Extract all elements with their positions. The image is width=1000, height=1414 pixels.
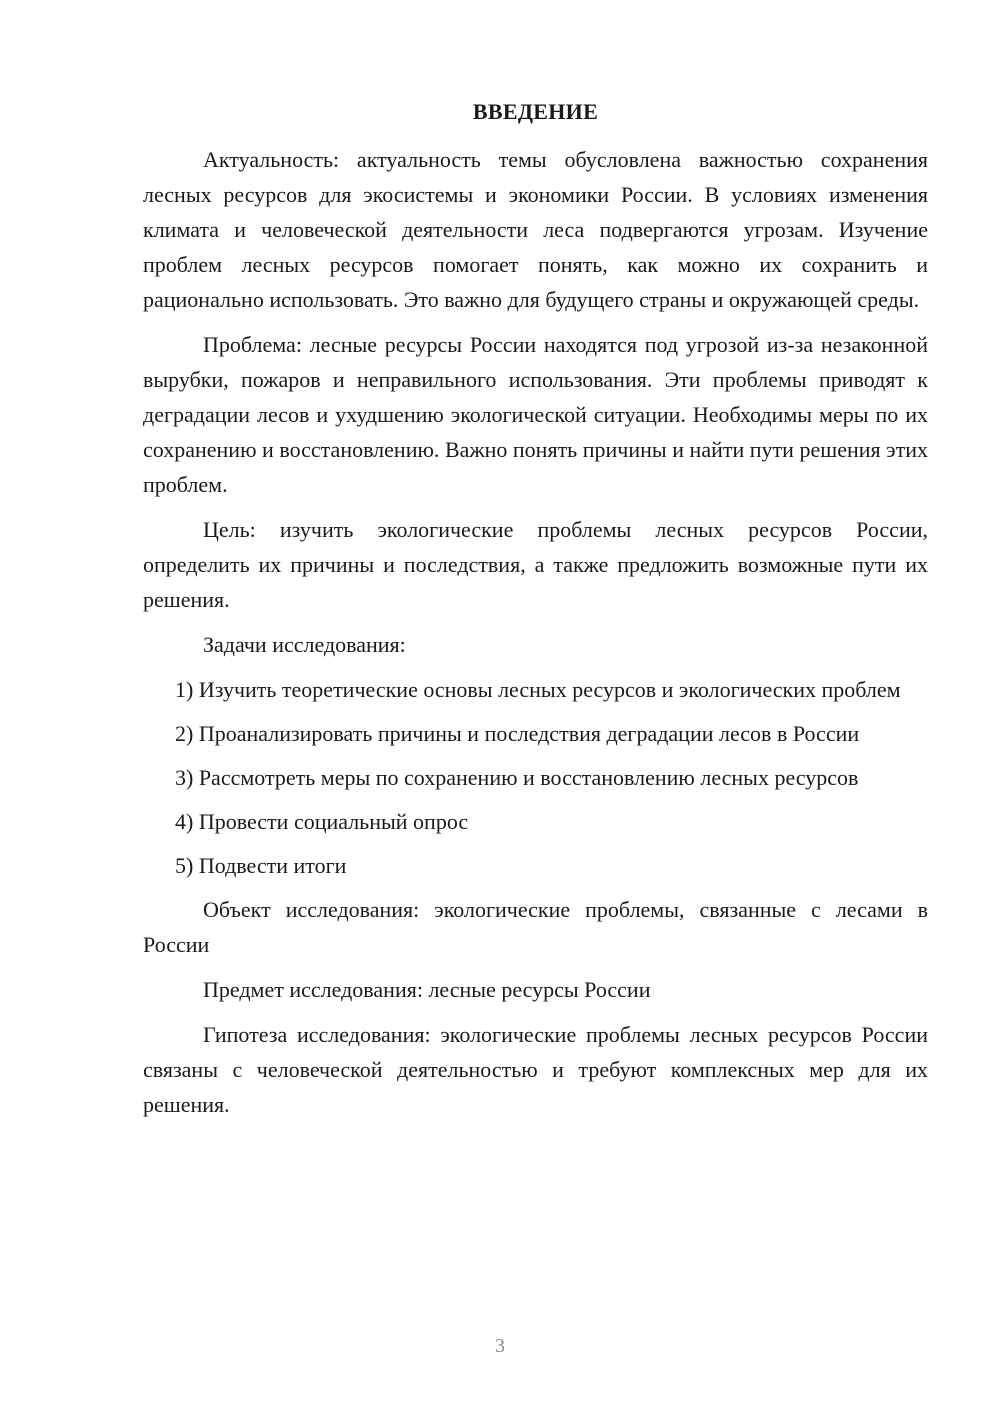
task-item-4: 4) Провести социальный опрос	[175, 809, 469, 834]
paragraph-subject: Предмет исследования: лесные ресурсы России	[203, 977, 651, 1002]
paragraph-tasks-heading: Задачи исследования:	[203, 632, 406, 657]
task-item-1: 1) Изучить теоретические основы лесных ресурсов и экологических проблем	[175, 677, 901, 702]
task-item-5: 5) Подвести итоги	[175, 853, 347, 878]
section-title: ВВЕДЕНИЕ	[472, 99, 599, 124]
paragraph-goal: Цель: изучить экологические проблемы лесных ресурсов России, определить их причины и последствия, а также предложить возможные пути их решения.	[143, 517, 928, 612]
page-number: 3	[495, 1335, 505, 1357]
paragraph-hypothesis: Гипотеза исследования: экологические проблемы лесных ресурсов России связаны с человеческой деятельностью и требуют комплексных мер для их решения.	[143, 1022, 928, 1117]
paragraph-problem: Проблема: лесные ресурсы России находятся под угрозой из-за незаконной вырубки, пожаров и неправильного использования. Эти проблемы приводят к деградации лесов и ухудшению экологической ситуации. Необходимы меры по их сохранению и восстановлению. Важно понять причины и найти пути решения этих проблем.	[143, 332, 928, 497]
task-item-2: 2) Проанализировать причины и последствия деградации лесов в России	[175, 721, 860, 746]
paragraph-object: Объект исследования: экологические проблемы, связанные с лесами в России	[143, 897, 928, 957]
page-content	[143, 94, 928, 1132]
task-item-3: 3) Рассмотреть меры по сохранению и восстановлению лесных ресурсов	[175, 765, 859, 790]
paragraph-relevance: Актуальность: актуальность темы обусловлена важностью сохранения лесных ресурсов для экосистемы и экономики России. В условиях изменения климата и человеческой деятельности леса подвергаются угрозам. Изучение проблем лесных ресурсов помогает понять, как можно их сохранить и рационально использовать. Это важно для будущего страны и окружающей среды.	[143, 147, 928, 312]
